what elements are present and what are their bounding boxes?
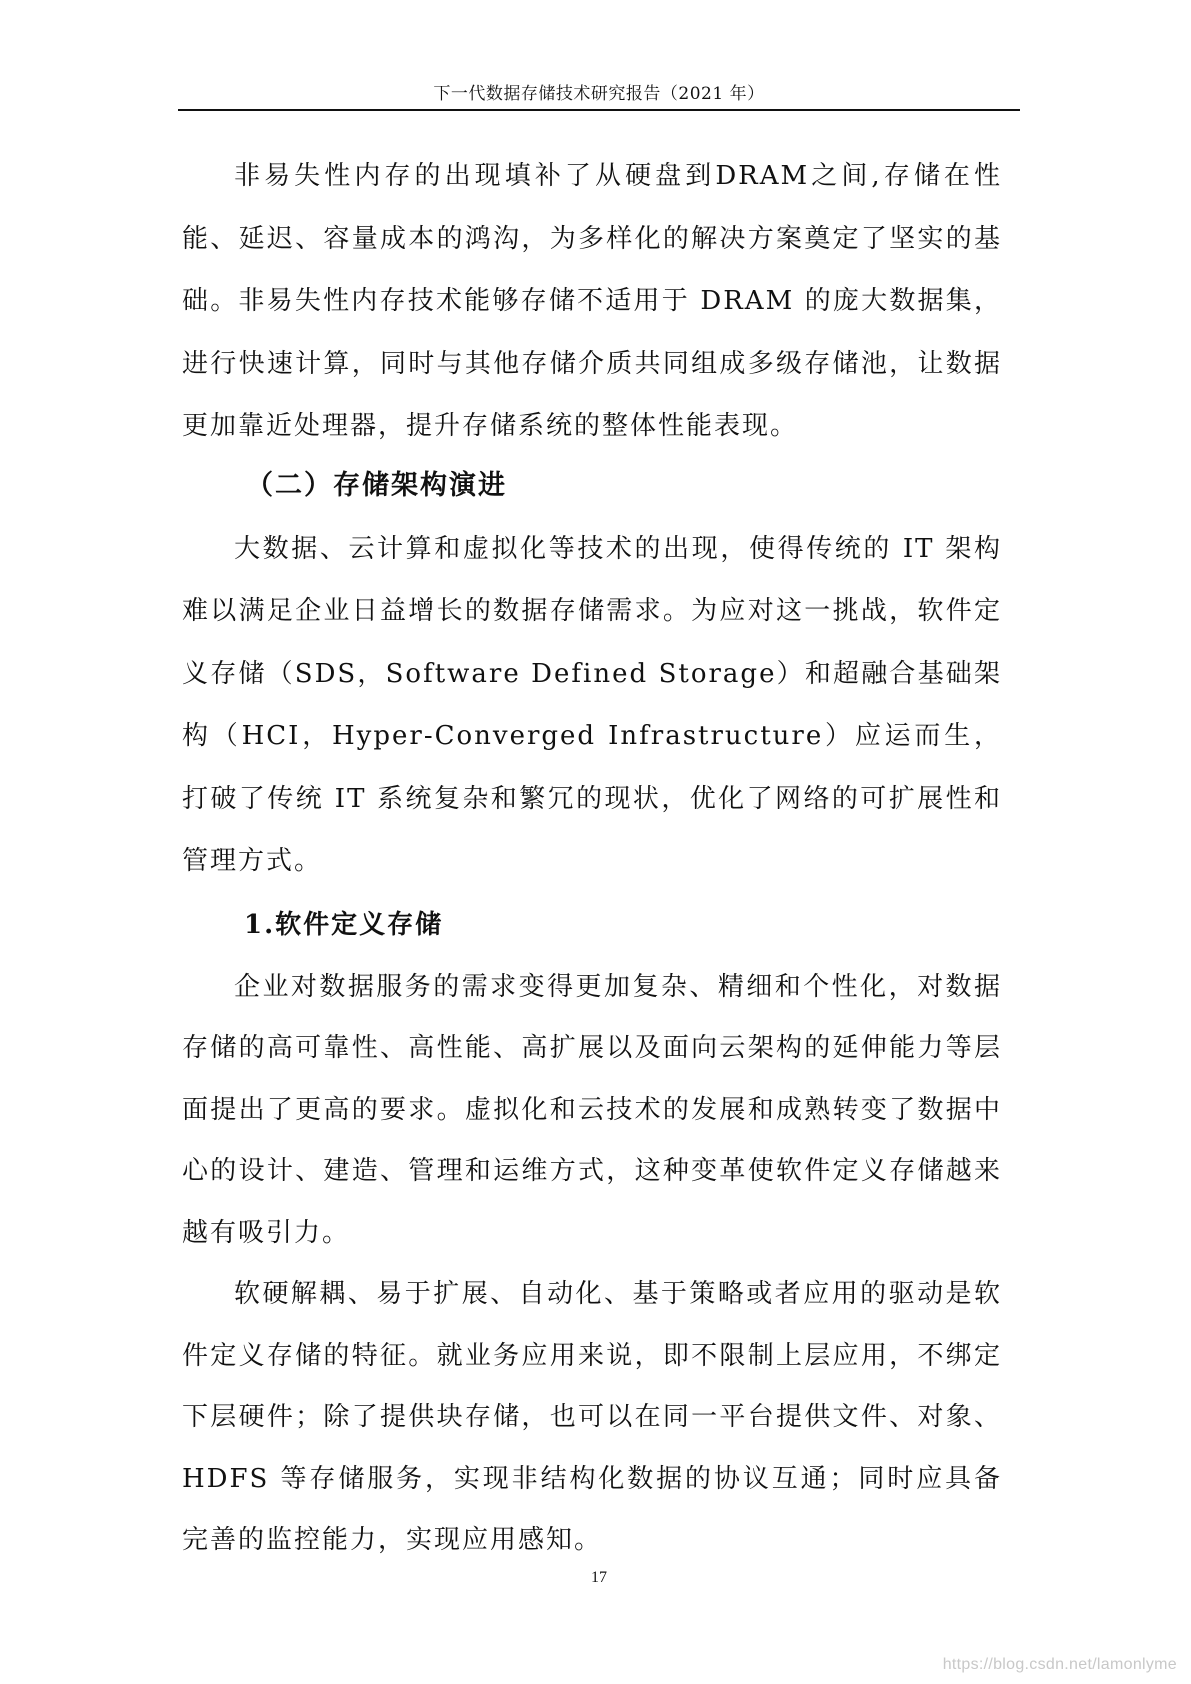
watermark: https://blog.csdn.net/lamonlyme [942,1656,1177,1673]
header-divider [178,109,1020,111]
paragraph-nvm: 非易失性内存的出现填补了从硬盘到DRAM之间,存储在性能、延迟、容量成本的鸿沟，为多样化的解决方案奠定了坚实的基础。非易失性内存技术能够存储不适用于 DRAM 的庞大数据集，进行快速计算，同时与其他存储介质共同组成多级存储池，让数据更加靠近处理器，提升存储系统的整体性能表现。 [182,161,1002,441]
page-number: 17 [591,1569,607,1586]
paragraph-sds-features: 软硬解耦、易于扩展、自动化、基于策略或者应用的驱动是软件定义存储的特征。就业务应用来说，即不限制上层应用，不绑定下层硬件；除了提供块存储，也可以在同一平台提供文件、对象、HDFS 等存储服务，实现非结构化数据的协议互通；同时应具备完善的监控能力，实现应用感知。 [182,1279,1002,1555]
subsection-heading-sds: 1.软件定义存储 [244,909,444,940]
paragraph-sds-hci: 大数据、云计算和虚拟化等技术的出现，使得传统的 IT 架构难以满足企业日益增长的数据存储需求。为应对这一挑战，软件定义存储（SDS，Software Defined Storage）和超融合基础架构（HCI，Hyper-Converged Infrastructure）应运而生，打破了传统 IT 系统复杂和繁冗的现状，优化了网络的可扩展性和管理方式。 [182,533,1002,876]
running-header: 下一代数据存储技术研究报告（2021 年） [433,84,765,104]
section-heading-storage-architecture: （二）存储架构演进 [246,469,507,501]
page-body [182,145,1002,1572]
paragraph-enterprise-needs: 企业对数据服务的需求变得更加复杂、精细和个性化，对数据存储的高可靠性、高性能、高扩展以及面向云架构的延伸能力等层面提出了更高的要求。虚拟化和云技术的发展和成熟转变了数据中心的设计、建造、管理和运维方式，这种变革使软件定义存储越来越有吸引力。 [182,971,1002,1248]
